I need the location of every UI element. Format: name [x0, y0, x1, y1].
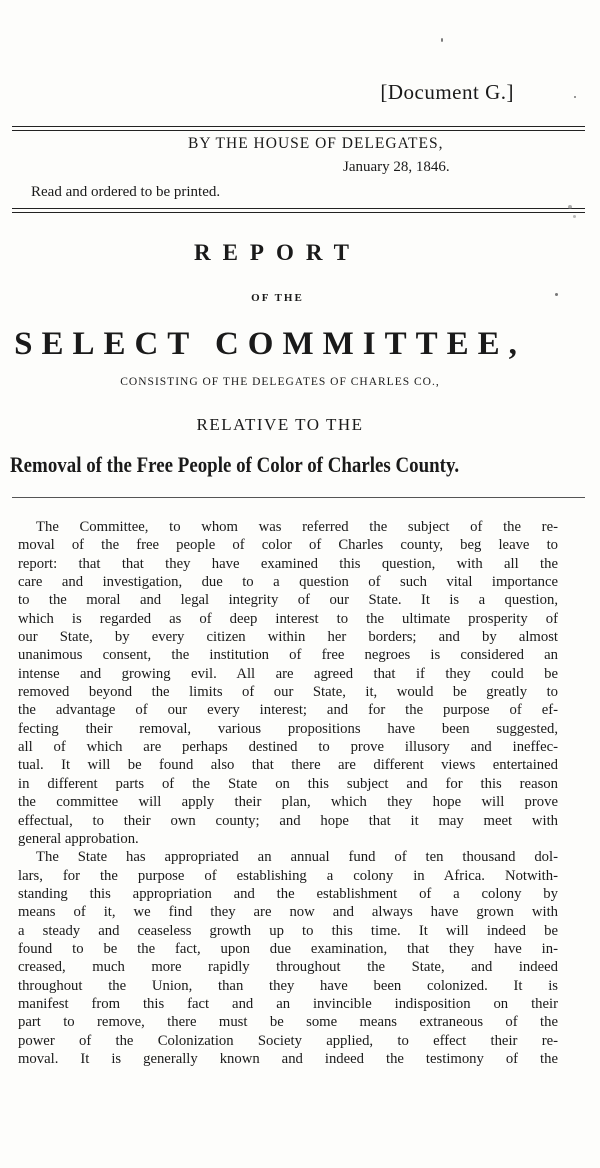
body-line: effectual, to their own county; and hope that it may meet with — [18, 812, 558, 829]
paper-speck — [574, 96, 576, 98]
body-line: unanimous consent, the institution of free negroes is considered an — [18, 647, 558, 664]
paper-speck — [441, 38, 443, 42]
paper-speck — [568, 205, 572, 209]
body-line: moval. It is generally known and indeed the testimony of the — [18, 1050, 558, 1067]
body-line: power of the Colonization Society applied, to effect their re- — [18, 1032, 558, 1049]
body-line: part to remove, there must be some means extraneous of the — [18, 1014, 558, 1031]
body-line: report: that that they have examined this question, with all the — [18, 555, 558, 572]
body-line: found to be the fact, upon due examination, that they have in- — [18, 940, 558, 957]
body-line: all of which are perhaps destined to prove illusory and ineffec- — [18, 739, 558, 756]
body-line: removed beyond the limits of our State, it, would be greatly to — [18, 684, 558, 701]
body-line: means of it, we find they are now and always have grown with — [18, 904, 558, 921]
body-line: to the moral and legal integrity of our State. It is a question, — [18, 592, 558, 609]
document-label: [Document G.] — [380, 80, 514, 104]
house-heading: BY THE HOUSE OF DELEGATES, — [188, 135, 444, 152]
report-title: REPORT — [193, 240, 362, 265]
body-line: the committee will apply their plan, which they hope will prove — [18, 794, 558, 811]
body-line: in different parts of the State on this subject and for this reason — [18, 775, 558, 792]
body-line: The State has appropriated an annual fund of ten thousand dol- — [36, 849, 558, 866]
body-line: creased, much more rapidly throughout the State, and indeed — [18, 959, 558, 976]
relative-line: RELATIVE TO THE — [196, 415, 364, 434]
report-body — [18, 518, 558, 1068]
body-line: general approbation. — [18, 830, 139, 847]
body-line: care and investigation, due to a question of such vital importance — [18, 574, 558, 591]
date-line: January 28, 1846. — [343, 159, 450, 175]
body-line: intense and growing evil. All are agreed that if they could be — [18, 665, 558, 682]
body-line: tual. It will be found also that there are different views entertained — [18, 757, 558, 774]
body-line: throughout the Union, than they have been colonized. It is — [18, 977, 558, 994]
body-line: a steady and ceaseless growth up to this time. It will indeed be — [18, 922, 558, 939]
header-rule-top — [12, 126, 585, 131]
subject-title: Removal of the Free People of Color of Charles County. — [10, 452, 460, 477]
body-line: the advantage of our every interest; and for the purpose of ef- — [18, 702, 558, 719]
consisting-line: CONSISTING OF THE DELEGATES OF CHARLES CO., — [120, 376, 440, 388]
paper-speck — [555, 293, 558, 296]
body-line: manifest from this fact and an invincible indisposition on their — [18, 995, 558, 1012]
header-rule-bottom — [12, 208, 585, 213]
body-line: The Committee, to whom was referred the subject of the re- — [36, 519, 558, 535]
body-line: fecting their removal, various propositions have been suggested, — [18, 720, 558, 737]
body-line: which is regarded as of deep interest to the ultimate prosperity of — [18, 610, 558, 627]
body-line: standing this appropriation and the establishment of a colony by — [18, 885, 558, 902]
title-rule — [12, 497, 585, 498]
body-line: lars, for the purpose of establishing a colony in Africa. Notwith- — [18, 867, 558, 884]
paper-speck — [573, 215, 576, 218]
body-line: our State, by every citizen within her borders; and by almost — [18, 629, 558, 646]
committee-title: SELECT COMMITTEE, — [14, 326, 526, 362]
of-the-label: OF THE — [251, 292, 304, 304]
ordered-line: Read and ordered to be printed. — [31, 184, 221, 200]
body-line: moval of the free people of color of Charles county, beg leave to — [18, 537, 558, 554]
